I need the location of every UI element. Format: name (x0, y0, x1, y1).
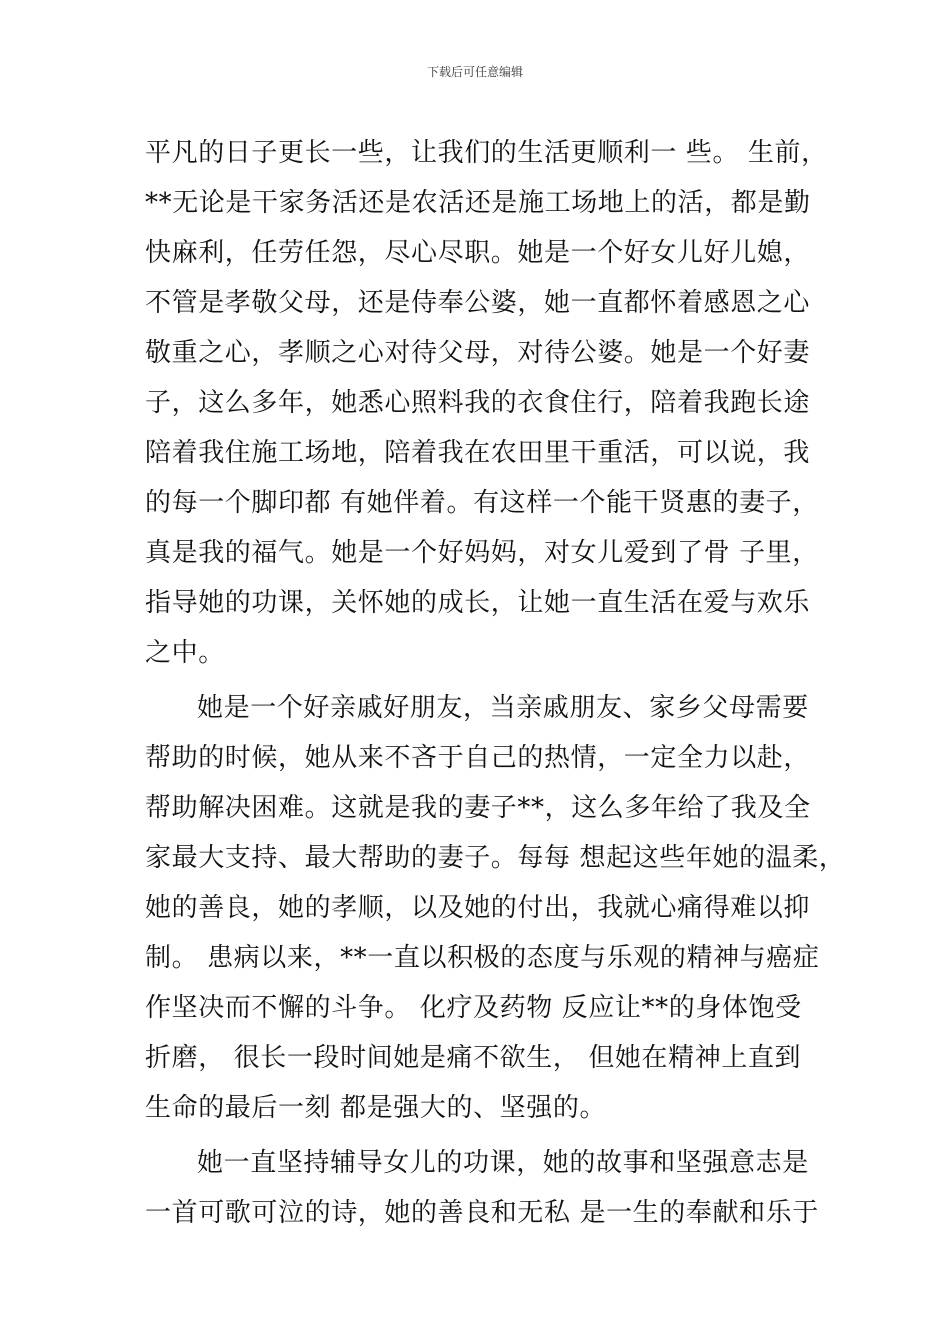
text-line: 真是我的福气。她是一个好妈妈，对女儿爱到了骨 子里， (145, 538, 819, 568)
text-line: 平凡的日子更长一些，让我们的生活更顺利一 些。 生前， (145, 138, 828, 168)
text-line: 折磨， 很长一段时间她是痛不欲生， 但她在精神上直到 (145, 1043, 802, 1073)
text-line: 制。 患病以来，**一直以积极的态度与乐观的精神与癌症 (145, 943, 820, 973)
text-line: 一首可歌可泣的诗，她的善良和无私 是一生的奉献和乐于 (145, 1198, 819, 1228)
text-line: 帮助的时候，她从来不吝于自己的热情，一定全力以赴， (145, 743, 811, 773)
text-line: 她的善良，她的孝顺，以及她的付出，我就心痛得难以抑 (145, 893, 811, 923)
text-line: 敬重之心，孝顺之心对待父母，对待公婆。她是一个好妻 (145, 338, 811, 368)
text-line: 家最大支持、最大帮助的妻子。每每 想起这些年她的温柔， (145, 843, 846, 873)
text-line: 不管是孝敬父母，还是侍奉公婆，她一直都怀着感恩之心 (145, 288, 811, 318)
text-line: 快麻利，任劳任怨，尽心尽职。她是一个好女儿好儿媳， (145, 238, 811, 268)
text-line: 子，这么多年，她悉心照料我的衣食住行，陪着我跑长途 (145, 388, 811, 418)
text-line: 她一直坚持辅导女儿的功课，她的故事和坚强意志是 (197, 1148, 809, 1178)
text-line: 作坚决而不懈的斗争。 化疗及药物 反应让**的身体饱受 (145, 993, 802, 1023)
text-line: 她是一个好亲戚好朋友，当亲戚朋友、家乡父母需要 (197, 693, 809, 723)
page-header: 下载后可任意编辑 (426, 65, 523, 79)
text-line: **无论是干家务活还是农活还是施工场地上的活，都是勤 (145, 188, 811, 218)
text-line: 帮助解决困难。这就是我的妻子**，这么多年给了我及全 (145, 793, 811, 823)
text-line: 的每一个脚印都 有她伴着。有这样一个能干贤惠的妻子， (145, 488, 819, 518)
text-line: 指导她的功课，关怀她的成长，让她一直生活在爱与欢乐 (145, 588, 811, 618)
text-line: 生命的最后一刻 都是强大的、坚强的。 (145, 1093, 607, 1123)
text-line: 之中。 (145, 638, 225, 668)
text-line: 陪着我住施工场地，陪着我在农田里干重活，可以说，我 (145, 438, 811, 468)
